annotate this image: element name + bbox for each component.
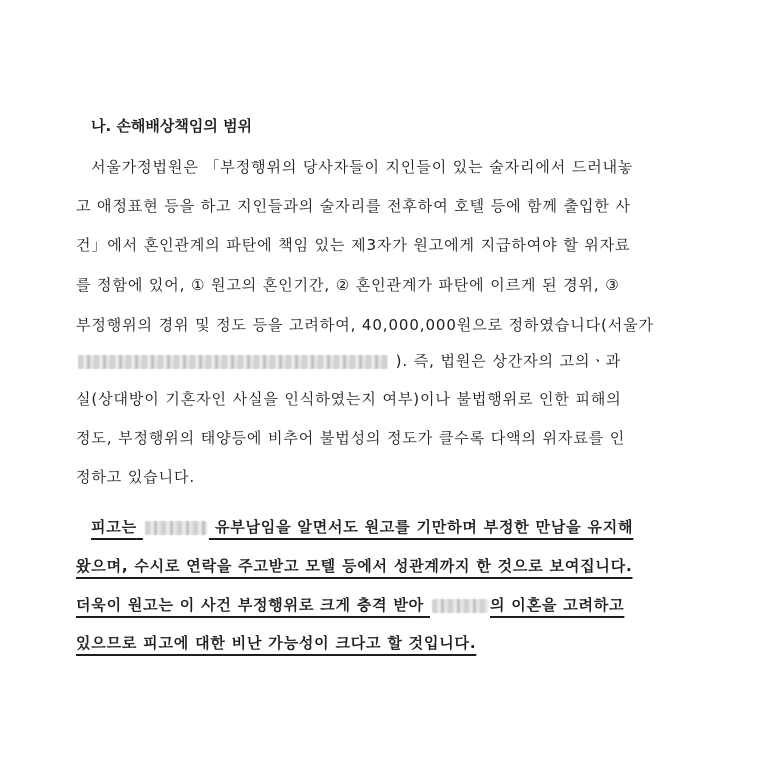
redacted-name [145, 521, 207, 535]
body-line: 정하고 있습니다. [76, 468, 196, 486]
body-line: 서울가정법원은 「부정행위의 당사자들이 지인들이 있는 술자리에서 드러내놓 [91, 158, 634, 176]
emphasis-line: 있으므로 피고에 대한 비난 가능성이 크다고 할 것입니다. [76, 634, 477, 652]
emphasis-text: 의 이혼을 고려하고 [490, 596, 625, 614]
body-line-with-redaction [76, 352, 621, 370]
body-line: 를 정함에 있어, ① 원고의 혼인기간, ② 혼인관계가 파탄에 이르게 된 경위, ③ [76, 276, 620, 294]
emphasis-line [76, 596, 624, 614]
emphasis-text: 피고는 [91, 518, 137, 536]
emphasis-line: 왔으며, 수시로 연락을 주고받고 모텔 등에서 성관계까지 한 것으로 보여집니다. [76, 557, 633, 575]
body-line: 정도, 부정행위의 태양등에 비추어 불법성의 정도가 클수록 다액의 위자료를 인 [76, 429, 626, 447]
emphasis-text: 더욱이 원고는 이 사건 부정행위로 크게 충격 받아 [76, 596, 424, 614]
redacted-case-citation [78, 355, 388, 369]
body-line-tail: ). 즉, 법원은 상간자의 고의ㆍ과 [395, 352, 622, 370]
emphasis-line [91, 518, 633, 536]
section-heading: 나. 손해배상책임의 범위 [91, 117, 253, 135]
redacted-name [432, 599, 488, 613]
body-line: 건」에서 혼인관계의 파탄에 책임 있는 제3자가 원고에게 지급하여야 할 위자료 [76, 236, 631, 254]
body-line: 고 애정표현 등을 하고 지인들과의 술자리를 전후하여 호텔 등에 함께 출입한 사 [76, 197, 631, 215]
emphasis-text: 유부남임을 알면서도 원고를 기만하며 부정한 만남을 유지해 [214, 518, 634, 536]
body-line: 부정행위의 경위 및 정도 등을 고려하여, 40,000,000원으로 정하였습니다(서울가 [76, 316, 654, 334]
body-line: 실(상대방이 기혼자인 사실을 인식하였는지 여부)이나 불법행위로 인한 피해의 [76, 390, 622, 408]
